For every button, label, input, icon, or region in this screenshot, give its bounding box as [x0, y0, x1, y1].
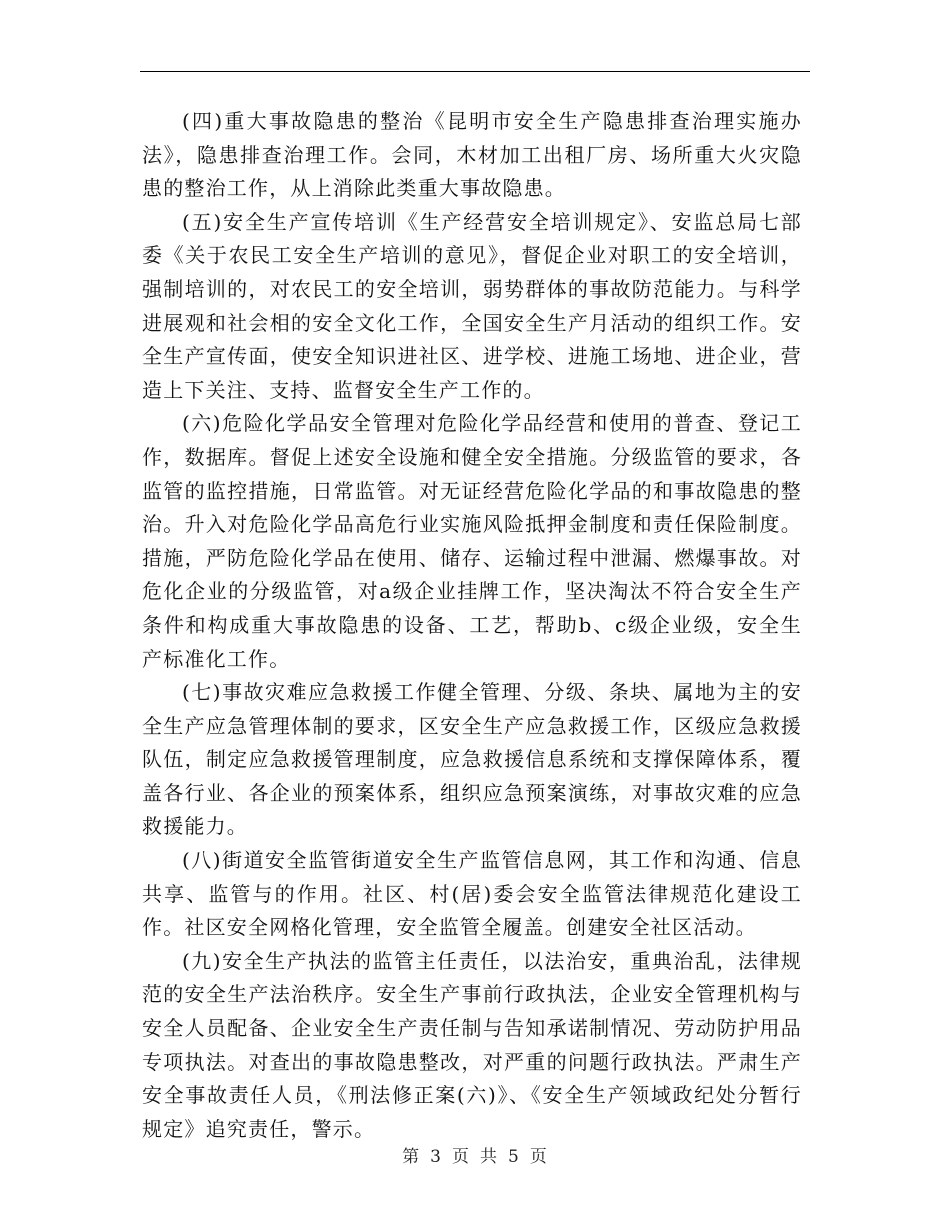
document-body — [142, 105, 802, 1146]
page-footer — [0, 1142, 950, 1167]
paragraph-emergency-rescue: (七)事故灾难应急救援工作健全管理、分级、条块、属地为主的安全生产应急管理体制的要求，区安全生产应急救援工作，区级应急救援队伍，制定应急救援管理制度，应急救援信息系统和支撑保障体系，覆盖各行业、各企业的预案体系，组织应急预案演练，对事故灾难的应急救援能力。 — [142, 680, 802, 839]
paragraph-major-hazard-rectification: (四)重大事故隐患的整治《昆明市安全生产隐患排查治理实施办法》，隐患排查治理工作。会同，木材加工出租厂房、场所重大火灾隐患的整治工作，从上消除此类重大事故隐患。 — [142, 109, 802, 201]
footer-page-word: 页 — [452, 1147, 470, 1167]
paragraph-hazardous-chemicals: (六)危险化学品安全管理对危险化学品经营和使用的普查、登记工作，数据库。督促上述安全设施和健全安全措施。分级监管的要求，各监管的监控措施，日常监管。对无证经营危险化学品的和事故隐患的整治。升入对危险化学品高危行业实施风险抵押金制度和责任保险制度。措施，严防危险化学品在使用、储存、运输过程中泄漏、燃爆事故。对危化企业的分级监管，对a级企业挂牌工作，坚决淘汰不符合安全生产条件和构成重大事故隐患的设备、工艺，帮助b、c级企业级，安全生产标准化工作。 — [142, 411, 802, 671]
footer-total-pages: 5 — [508, 1147, 520, 1167]
paragraph-law-enforcement: (九)安全生产执法的监管主任责任，以法治安，重典治乱，法律规范的安全生产法治秩序。安全生产事前行政执法，企业安全管理机构与安全人员配备、企业安全生产责任制与告知承诺制情况、劳动防护用品专项执法。对查出的事故隐患整改，对严重的问题行政执法。严肃生产安全事故责任人员，《刑法修正案(六)》、《安全生产领域政纪处分暂行规定》追究责任，警示。 — [142, 948, 802, 1141]
footer-total-word: 页 — [529, 1147, 548, 1167]
footer-current-page: 3 — [430, 1147, 442, 1167]
paragraph-safety-training: (五)安全生产宣传培训《生产经营安全培训规定》、安监总局七部委《关于农民工安全生产培训的意见》，督促企业对职工的安全培训，强制培训的，对农民工的安全培训，弱势群体的事故防范能力。与科学进展观和社会相的安全文化工作，全国安全生产月活动的组织工作。安全生产宣传面，使安全知识进社区、进学校、进施工场地、进企业，营造上下关注、支持、监督安全生产工作的。 — [142, 209, 802, 402]
footer-total-prefix: 共 — [480, 1147, 498, 1167]
footer-page-prefix: 第 — [402, 1147, 421, 1167]
paragraph-street-supervision: (八)街道安全监管街道安全生产监管信息网，其工作和沟通、信息共享、监管与的作用。社区、村(居)委会安全监管法律规范化建设工作。社区安全网格化管理，安全监管全履盖。创建安全社区活动。 — [142, 848, 802, 940]
header-rule — [140, 71, 810, 72]
